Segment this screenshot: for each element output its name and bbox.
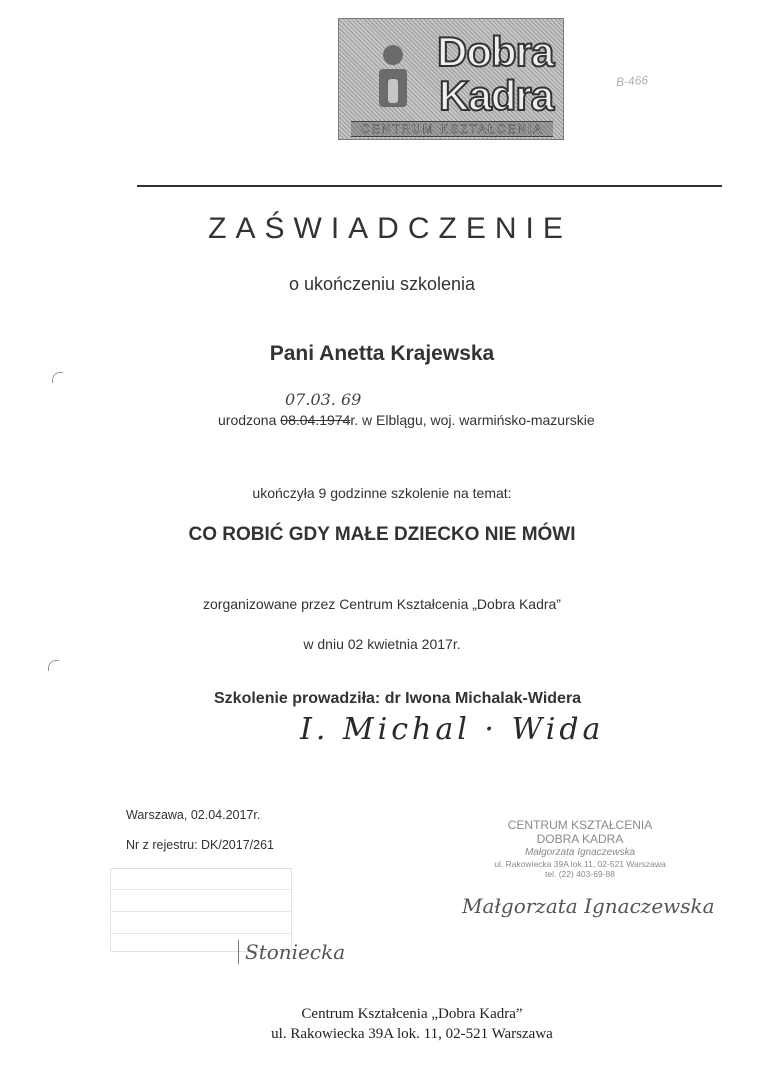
handwritten-note: B-466 [615,72,649,90]
trainer-line [214,690,581,708]
training-topic: CO ROBIĆ GDY MAŁE DZIECKO NIE MÓWI [188,524,576,545]
logo [338,18,564,140]
birth-date-correction: 07.03. 69 [285,390,362,409]
recipient-name: Pani Anetta Krajewska [269,342,495,365]
logo-subtitle: CENTRUM KSZTAŁCENIA [351,121,553,137]
faded-stamp-line [111,889,291,890]
margin-mark [52,372,63,383]
organization-stamp [490,818,670,879]
faded-stamp-line [111,933,291,934]
logo-figure-head [383,45,403,65]
logo-figure-inner [388,79,398,103]
stamp-line-1: CENTRUM KSZTAŁCENIA [507,818,653,832]
birth-info [218,390,595,428]
registry-number: Nr z rejestru: DK/2017/261 [126,838,274,852]
completion-text: ukończyła 9 godzinne szkolenie na temat: [252,485,512,501]
birth-place: r. w Elblągu, woj. warmińsko-mazurskie [350,412,595,428]
trainer-label: Szkolenie prowadziła: [214,690,381,707]
header-divider [137,185,722,187]
stamp-line-2: DOBRA KADRA [536,832,624,847]
footer-organization: Centrum Kształcenia „Dobra Kadra” [301,1006,523,1022]
stamp-line-5: tel. (22) 403-69-88 [545,868,615,879]
footer-address: ul. Rakowiecka 39A lok. 11, 02-521 Warszawa [271,1026,553,1042]
logo-word-2: Kadra [439,72,554,119]
stamp-line-3: Małgorzata Ignaczewska [524,846,636,858]
trainer-name: dr Iwona Michalak-Widera [384,690,582,707]
trainer-signature: I. Michal · Wida [300,712,605,747]
director-signature: Małgorzata Ignaczewska [462,894,715,918]
document-subtitle: o ukończeniu szkolenia [288,274,476,294]
organizer-text: zorganizowane przez Centrum Kształcenia „Dobra Kadra” [203,596,561,612]
stamp-line-4: ul. Rakowiecka 39A lok.11, 02-521 Warszawa [494,858,666,869]
received-signature: Stoniecka [238,940,345,964]
place-date: Warszawa, 02.04.2017r. [126,808,261,822]
birth-date: 08.04.1974 [280,412,351,428]
faded-stamp-line [111,911,291,912]
logo-word-1: Dobra [437,28,554,75]
margin-mark [48,660,59,671]
training-date: w dniu 02 kwietnia 2017r. [303,636,461,652]
birth-prefix: urodzona [218,412,277,428]
document-title: ZAŚWIADCZENIE [208,212,572,245]
